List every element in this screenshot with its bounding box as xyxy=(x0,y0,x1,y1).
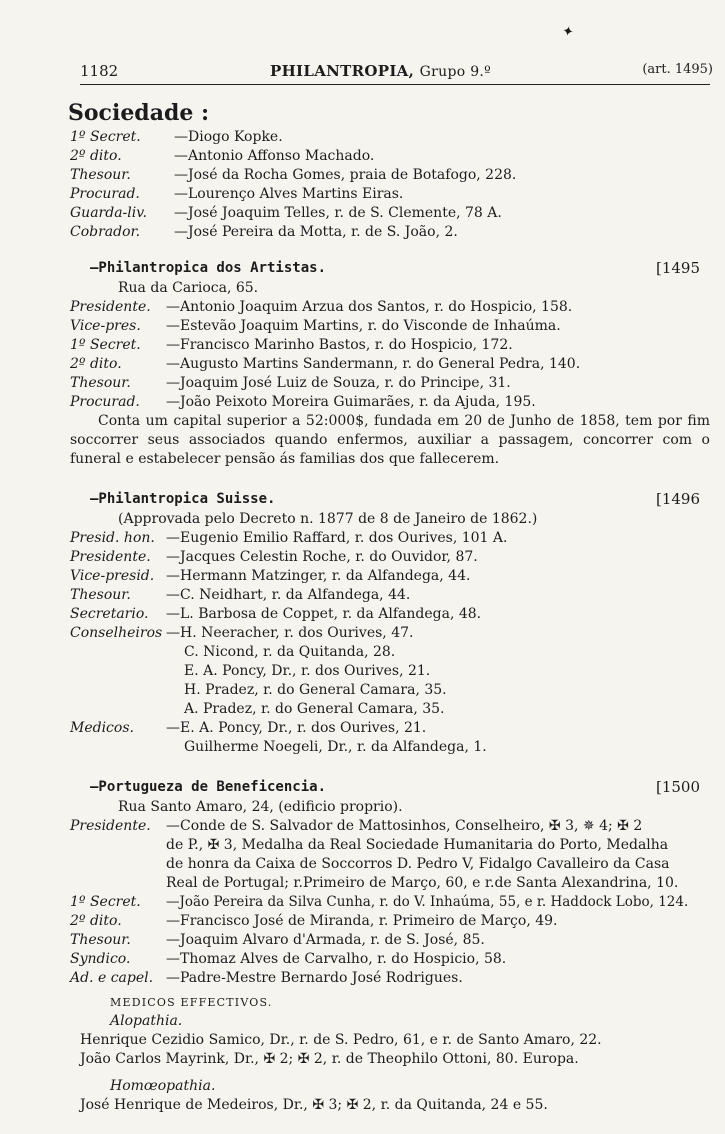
role-label: Thesour. xyxy=(70,375,131,391)
role-label: Cobrador. xyxy=(70,224,141,240)
member-line xyxy=(70,317,710,336)
role-label: Vice-pres. xyxy=(70,318,141,334)
member-line xyxy=(70,931,710,950)
role-label: 2º dito. xyxy=(70,148,122,164)
medico-line: Henrique Cezidio Samico, Dr., r. de S. Pedro, 61, e r. de Santo Amaro, 22. xyxy=(80,1032,602,1048)
role-label: Presidente. xyxy=(70,299,151,315)
member-text: —Joaquim Alvaro d'Armada, r. de S. José, 85. xyxy=(166,932,485,948)
approval-note: (Approvada pelo Decreto n. 1877 de 8 de Janeiro de 1862.) xyxy=(118,511,538,527)
role-label: Medicos. xyxy=(70,720,134,736)
role-label: Presidente. xyxy=(70,549,151,565)
medico-line: José Henrique de Medeiros, Dr., ✠ 3; ✠ 2, r. da Quitanda, 24 e 55. xyxy=(80,1097,548,1113)
member-text: —Antonio Joaquim Arzua dos Santos, r. do Hospicio, 158. xyxy=(166,299,573,315)
entry-address: Rua Santo Amaro, 24, (edificio proprio). xyxy=(118,799,403,815)
member-text: —Francisco José de Miranda, r. Primeiro de Março, 49. xyxy=(166,913,558,929)
member-text: —Joaquim José Luiz de Souza, r. do Principe, 31. xyxy=(166,375,511,391)
entry-heading-artistas xyxy=(70,258,710,279)
page-title xyxy=(270,62,491,80)
member-line xyxy=(70,912,710,931)
member-line xyxy=(70,147,710,166)
member-text: —Antonio Affonso Machado. xyxy=(174,148,375,164)
member-line xyxy=(70,529,710,548)
group-label: Grupo 9.º xyxy=(419,64,492,80)
entry-address: Rua da Carioca, 65. xyxy=(118,280,259,296)
member-text: —H. Neeracher, r. dos Ourives, 47. xyxy=(166,625,414,641)
header-rule xyxy=(80,84,710,85)
role-label: Conselheiros xyxy=(70,625,163,641)
member-text: —Padre-Mestre Bernardo José Rodrigues. xyxy=(166,970,463,986)
member-text: —Augusto Martins Sandermann, r. do General Pedra, 140. xyxy=(166,356,581,372)
member-text: —Estevão Joaquim Martins, r. do Visconde de Inhaúma. xyxy=(166,318,561,334)
counsellor-line: E. A. Poncy, Dr., r. dos Ourives, 21. xyxy=(184,663,431,679)
member-line xyxy=(70,128,710,147)
role-label: Procurad. xyxy=(70,186,140,202)
member-line xyxy=(70,298,710,317)
member-text: —Conde de S. Salvador de Mattosinhos, Conselheiro, ✠ 3, ✵ 4; ✠ 2 xyxy=(166,818,643,834)
page-header xyxy=(80,62,713,82)
medico-line: Guilherme Noegeli, Dr., r. da Alfandega, 1. xyxy=(184,739,487,755)
member-text: —Jacques Celestin Roche, r. do Ouvidor, 87. xyxy=(166,549,478,565)
member-text: —José da Rocha Gomes, praia de Botafogo, 228. xyxy=(174,167,517,183)
member-line xyxy=(70,223,710,242)
member-text: —Eugenio Emilio Raffard, r. dos Ourives, 101 A. xyxy=(166,530,508,546)
role-label: 2º dito. xyxy=(70,913,122,929)
role-label: Thesour. xyxy=(70,932,131,948)
title-text: PHILANTROPIA, xyxy=(270,62,415,80)
counsellor-line: H. Pradez, r. do General Camara, 35. xyxy=(184,682,447,698)
member-line xyxy=(70,166,710,185)
member-line xyxy=(70,185,710,204)
member-line xyxy=(70,719,710,738)
member-line xyxy=(70,393,710,412)
president-continued: de P., ✠ 3, Medalha da Real Sociedade Humanitaria do Porto, Medalha xyxy=(166,837,669,853)
entry-ref: [1500 xyxy=(655,778,700,796)
medicos-label: MEDICOS EFFECTIVOS. xyxy=(110,996,273,1009)
member-line xyxy=(70,336,710,355)
entry-heading-suisse xyxy=(70,489,710,510)
role-label: 2º dito. xyxy=(70,356,122,372)
member-line xyxy=(70,817,710,836)
role-label: Secretario. xyxy=(70,606,149,622)
role-label: Presid. hon. xyxy=(70,530,155,546)
alopathia-label: Alopathia. xyxy=(110,1013,183,1029)
member-line xyxy=(70,969,710,988)
role-label: Thesour. xyxy=(70,167,131,183)
role-label: Guarda-liv. xyxy=(70,205,147,221)
member-text: —João Pereira da Silva Cunha, r. do V. Inhaúma, 55, e r. Haddock Lobo, 124. xyxy=(166,894,689,910)
member-line xyxy=(70,355,710,374)
counsellor-line: C. Nicond, r. da Quitanda, 28. xyxy=(184,644,396,660)
role-label: Vice-presid. xyxy=(70,568,155,584)
member-text: —José Pereira da Motta, r. de S. João, 2. xyxy=(174,224,458,240)
president-block xyxy=(70,817,710,893)
heading-text: —Philantropica dos Artistas. xyxy=(90,260,327,276)
member-line xyxy=(70,204,710,223)
member-line xyxy=(70,950,710,969)
member-line xyxy=(70,567,710,586)
homoeopathia-label: Homœopathia. xyxy=(110,1078,216,1094)
role-label: Presidente. xyxy=(70,818,151,834)
entry-ref: [1495 xyxy=(655,259,700,277)
president-continued: de honra da Caixa de Soccorros D. Pedro V, Fidalgo Cavalleiro da Casa xyxy=(166,856,670,872)
article-ref: (art. 1495) xyxy=(642,62,713,77)
role-label: Ad. e capel. xyxy=(70,970,154,986)
member-text: —E. A. Poncy, Dr., r. dos Ourives, 21. xyxy=(166,720,427,736)
entry-heading-portugueza xyxy=(70,777,710,798)
member-text: —Thomaz Alves de Carvalho, r. do Hospicio, 58. xyxy=(166,951,507,967)
page-content xyxy=(70,98,710,1115)
role-label: 1º Secret. xyxy=(70,337,141,353)
member-line xyxy=(70,586,710,605)
member-line xyxy=(70,548,710,567)
page-number: 1182 xyxy=(80,62,119,80)
member-line xyxy=(70,374,710,393)
heading-text: —Portugueza de Beneficencia. xyxy=(90,779,327,795)
member-text: —João Peixoto Moreira Guimarães, r. da Ajuda, 195. xyxy=(166,394,536,410)
member-line xyxy=(70,893,710,912)
role-label: Syndico. xyxy=(70,951,131,967)
heading-text: —Philantropica Suisse. xyxy=(90,491,276,507)
member-text: —C. Neidhart, r. da Alfandega, 44. xyxy=(166,587,411,603)
member-text: —L. Barbosa de Coppet, r. da Alfandega, 48. xyxy=(166,606,482,622)
role-label: 1º Secret. xyxy=(70,129,141,145)
president-continued: Real de Portugal; r.Primeiro de Março, 60, e r.de Santa Alexandrina, 10. xyxy=(166,875,679,891)
member-line xyxy=(70,605,710,624)
role-label: Thesour. xyxy=(70,587,131,603)
corner-mark-icon: ✦ xyxy=(560,22,576,42)
member-text: —Diogo Kopke. xyxy=(174,129,283,145)
member-text: —Hermann Matzinger, r. da Alfandega, 44. xyxy=(166,568,471,584)
section-title-sociedade: Sociedade : xyxy=(68,100,210,126)
role-label: Procurad. xyxy=(70,394,140,410)
member-line xyxy=(70,624,710,643)
counsellor-line: A. Pradez, r. do General Camara, 35. xyxy=(184,701,445,717)
role-label: 1º Secret. xyxy=(70,894,141,910)
description-paragraph: Conta um capital superior a 52:000$, fundada em 20 de Junho de 1858, tem por fim soccorrer seus associados quando enfermos, auxiliar a passagem, concorrer com o funeral e estabelecer pensão ás familias dos que fallecerem. xyxy=(70,413,710,467)
medico-line: João Carlos Mayrink, Dr., ✠ 2; ✠ 2, r. de Theophilo Ottoni, 80. Europa. xyxy=(80,1051,579,1067)
member-text: —José Joaquim Telles, r. de S. Clemente, 78 A. xyxy=(174,205,502,221)
entry-ref: [1496 xyxy=(655,490,700,508)
member-text: —Francisco Marinho Bastos, r. do Hospicio, 172. xyxy=(166,337,513,353)
member-text: —Lourenço Alves Martins Eiras. xyxy=(174,186,404,202)
